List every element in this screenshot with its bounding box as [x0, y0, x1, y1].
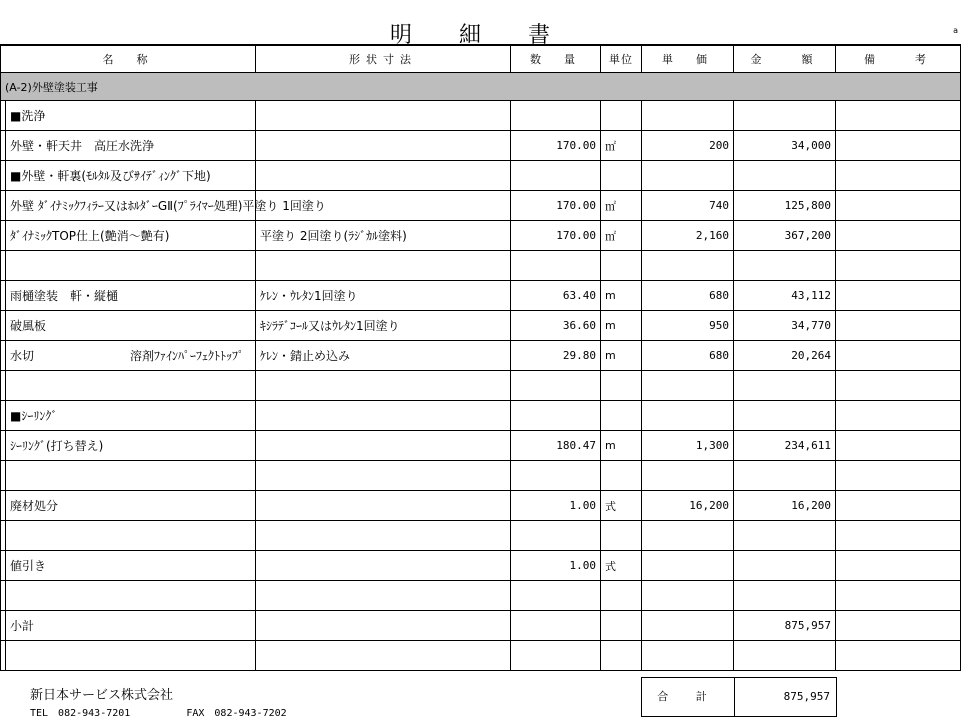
row-unit: [601, 611, 642, 641]
row-amount: [734, 161, 836, 191]
row-note: [836, 101, 961, 131]
header-qty: 数 量: [511, 45, 601, 73]
row-amount: [734, 401, 836, 431]
row-note: [836, 611, 961, 641]
row-unit: m: [601, 341, 642, 371]
row-price: 680: [642, 281, 734, 311]
table-row: [1, 191, 961, 221]
row-note: [836, 431, 961, 461]
table-row: [1, 131, 961, 161]
row-price: [642, 371, 734, 401]
row-qty: [511, 251, 601, 281]
row-name: 雨樋塗装 軒・縦樋: [6, 281, 256, 311]
row-note: [836, 311, 961, 341]
fax-number: FAX 082-943-7202: [186, 708, 287, 719]
row-qty: [511, 101, 601, 131]
row-unit: [601, 581, 642, 611]
row-unit: m: [601, 431, 642, 461]
row-price: 680: [642, 341, 734, 371]
row-spec: 平塗り 2回塗り(ﾗｼﾞｶﾙ塗料): [256, 221, 511, 251]
row-spec: [256, 251, 511, 281]
grand-total-label: 合 計: [642, 678, 735, 716]
row-amount: [734, 641, 836, 671]
row-amount: 234,611: [734, 431, 836, 461]
row-qty: [511, 371, 601, 401]
row-unit: m: [601, 311, 642, 341]
row-unit: 式: [601, 551, 642, 581]
row-unit: 式: [601, 491, 642, 521]
row-price: [642, 521, 734, 551]
row-name: [6, 521, 256, 551]
row-qty: [511, 641, 601, 671]
row-qty: 170.00: [511, 131, 601, 161]
row-unit: [601, 161, 642, 191]
table-row: [1, 611, 961, 641]
row-name: [6, 251, 256, 281]
row-price: [642, 461, 734, 491]
table-row: [1, 251, 961, 281]
item-rows: [1, 101, 961, 671]
row-amount: 43,112: [734, 281, 836, 311]
row-note: [836, 641, 961, 671]
row-name: ■外壁・軒裏(ﾓﾙﾀﾙ及びｻｲﾃﾞｨﾝｸﾞ下地): [6, 161, 256, 191]
table-row: [1, 431, 961, 461]
corner-mark: a: [953, 26, 958, 35]
tel-number: TEL 082-943-7201: [30, 708, 131, 719]
row-price: 1,300: [642, 431, 734, 461]
header-price: 単 価: [642, 45, 734, 73]
contact-info: [30, 704, 337, 719]
row-qty: [511, 581, 601, 611]
table-row: [1, 221, 961, 251]
row-amount: 34,000: [734, 131, 836, 161]
row-spec: [256, 431, 511, 461]
row-price: [642, 611, 734, 641]
row-spec: [256, 611, 511, 641]
row-spec: [256, 461, 511, 491]
row-price: 950: [642, 311, 734, 341]
row-note: [836, 191, 961, 221]
row-amount: 16,200: [734, 491, 836, 521]
row-spec: ｹﾚﾝ・錆止め込み: [256, 341, 511, 371]
row-note: [836, 371, 961, 401]
row-note: [836, 551, 961, 581]
row-qty: 1.00: [511, 551, 601, 581]
row-price: [642, 401, 734, 431]
row-amount: [734, 521, 836, 551]
table-row: [1, 401, 961, 431]
header-name: 名 称: [1, 45, 256, 73]
grand-total-value: 875,957: [783, 690, 830, 703]
table-row: [1, 581, 961, 611]
row-qty: [511, 611, 601, 641]
row-unit: m: [601, 281, 642, 311]
row-price: 740: [642, 191, 734, 221]
row-amount: [734, 101, 836, 131]
row-qty: 36.60: [511, 311, 601, 341]
row-name: [6, 371, 256, 401]
table-row: [1, 521, 961, 551]
header-note: 備 考: [836, 45, 961, 73]
row-amount: [734, 551, 836, 581]
row-note: [836, 341, 961, 371]
row-note: [836, 521, 961, 551]
row-price: 2,160: [642, 221, 734, 251]
company-name: 新日本サービス株式会社: [30, 688, 174, 703]
table-row: [1, 461, 961, 491]
row-note: [836, 131, 961, 161]
row-note: [836, 281, 961, 311]
row-amount: 34,770: [734, 311, 836, 341]
row-unit: ㎡: [601, 221, 642, 251]
row-amount: 875,957: [734, 611, 836, 641]
row-amount: 125,800: [734, 191, 836, 221]
row-unit: ㎡: [601, 131, 642, 161]
row-name: ｼｰﾘﾝｸﾞ(打ち替え): [6, 431, 256, 461]
row-name: 外壁・軒天井 高圧水洗浄: [6, 131, 256, 161]
row-unit: [601, 401, 642, 431]
row-unit: ㎡: [601, 191, 642, 221]
row-spec: [256, 491, 511, 521]
row-name: [6, 641, 256, 671]
row-amount: [734, 461, 836, 491]
row-name: 破風板: [6, 311, 256, 341]
row-unit: [601, 251, 642, 281]
table-row: [1, 311, 961, 341]
row-price: [642, 161, 734, 191]
row-name: 水切 溶剤ﾌｧｲﾝﾊﾟｰﾌｪｸﾄﾄｯﾌﾟ: [6, 341, 256, 371]
row-qty: 63.40: [511, 281, 601, 311]
row-spec: [256, 101, 511, 131]
row-name: [6, 461, 256, 491]
row-note: [836, 251, 961, 281]
row-spec: [256, 581, 511, 611]
section-row: [1, 73, 961, 101]
row-qty: [511, 161, 601, 191]
row-name: [6, 581, 256, 611]
table-row: [1, 641, 961, 671]
row-spec: ｹﾚﾝ・ｳﾚﾀﾝ1回塗り: [256, 281, 511, 311]
row-price: [642, 581, 734, 611]
row-qty: [511, 401, 601, 431]
row-unit: [601, 641, 642, 671]
row-amount: [734, 581, 836, 611]
row-name: ■ｼｰﾘﾝｸﾞ: [6, 401, 256, 431]
row-qty: 29.80: [511, 341, 601, 371]
row-unit: [601, 101, 642, 131]
row-name: 外壁 ﾀﾞｲﾅﾐｯｸﾌｨﾗｰ又はﾎﾙﾀﾞｰGⅡ(ﾌﾟﾗｲﾏｰ処理)平塗り 1回塗り: [6, 191, 256, 221]
row-qty: 170.00: [511, 221, 601, 251]
row-spec: [256, 371, 511, 401]
table-row: [1, 101, 961, 131]
row-amount: 20,264: [734, 341, 836, 371]
row-price: [642, 251, 734, 281]
document-title: 明 細 書: [390, 23, 570, 48]
row-note: [836, 401, 961, 431]
row-note: [836, 491, 961, 521]
table-row: [1, 341, 961, 371]
row-price: [642, 101, 734, 131]
table-row: [1, 551, 961, 581]
header-unit: 単位: [601, 45, 642, 73]
header-amount: 金 額: [734, 45, 836, 73]
row-qty: 170.00: [511, 191, 601, 221]
row-price: [642, 551, 734, 581]
row-amount: 367,200: [734, 221, 836, 251]
row-note: [836, 581, 961, 611]
header-row: [1, 45, 961, 73]
row-price: [642, 641, 734, 671]
row-name: 廃材処分: [6, 491, 256, 521]
table-row: [1, 281, 961, 311]
row-qty: [511, 521, 601, 551]
footer: [0, 676, 960, 720]
row-unit: [601, 371, 642, 401]
row-unit: [601, 461, 642, 491]
table-row: [1, 161, 961, 191]
grand-total-box: [641, 677, 837, 717]
row-spec: ｷｼﾗﾃﾞｺｰﾙ又はｳﾚﾀﾝ1回塗り: [256, 311, 511, 341]
row-name: 値引き: [6, 551, 256, 581]
header-spec: 形状寸法: [256, 45, 511, 73]
row-price: 200: [642, 131, 734, 161]
row-qty: [511, 461, 601, 491]
section-label: (A-2)外壁塗装工事: [1, 73, 961, 101]
row-unit: [601, 521, 642, 551]
row-spec: [256, 521, 511, 551]
row-spec: [256, 131, 511, 161]
row-name: 小計: [6, 611, 256, 641]
row-amount: [734, 371, 836, 401]
row-spec: [256, 161, 511, 191]
row-price: 16,200: [642, 491, 734, 521]
row-note: [836, 461, 961, 491]
row-qty: 1.00: [511, 491, 601, 521]
row-spec: [256, 641, 511, 671]
row-note: [836, 161, 961, 191]
table-row: [1, 371, 961, 401]
row-qty: 180.47: [511, 431, 601, 461]
row-spec: [256, 401, 511, 431]
row-name: ■洗浄: [6, 101, 256, 131]
row-spec: [256, 551, 511, 581]
row-note: [836, 221, 961, 251]
row-amount: [734, 251, 836, 281]
table-row: [1, 491, 961, 521]
row-name: ﾀﾞｲﾅﾐｯｸTOP仕上(艶消～艶有): [6, 221, 256, 251]
detail-table: [0, 44, 961, 671]
